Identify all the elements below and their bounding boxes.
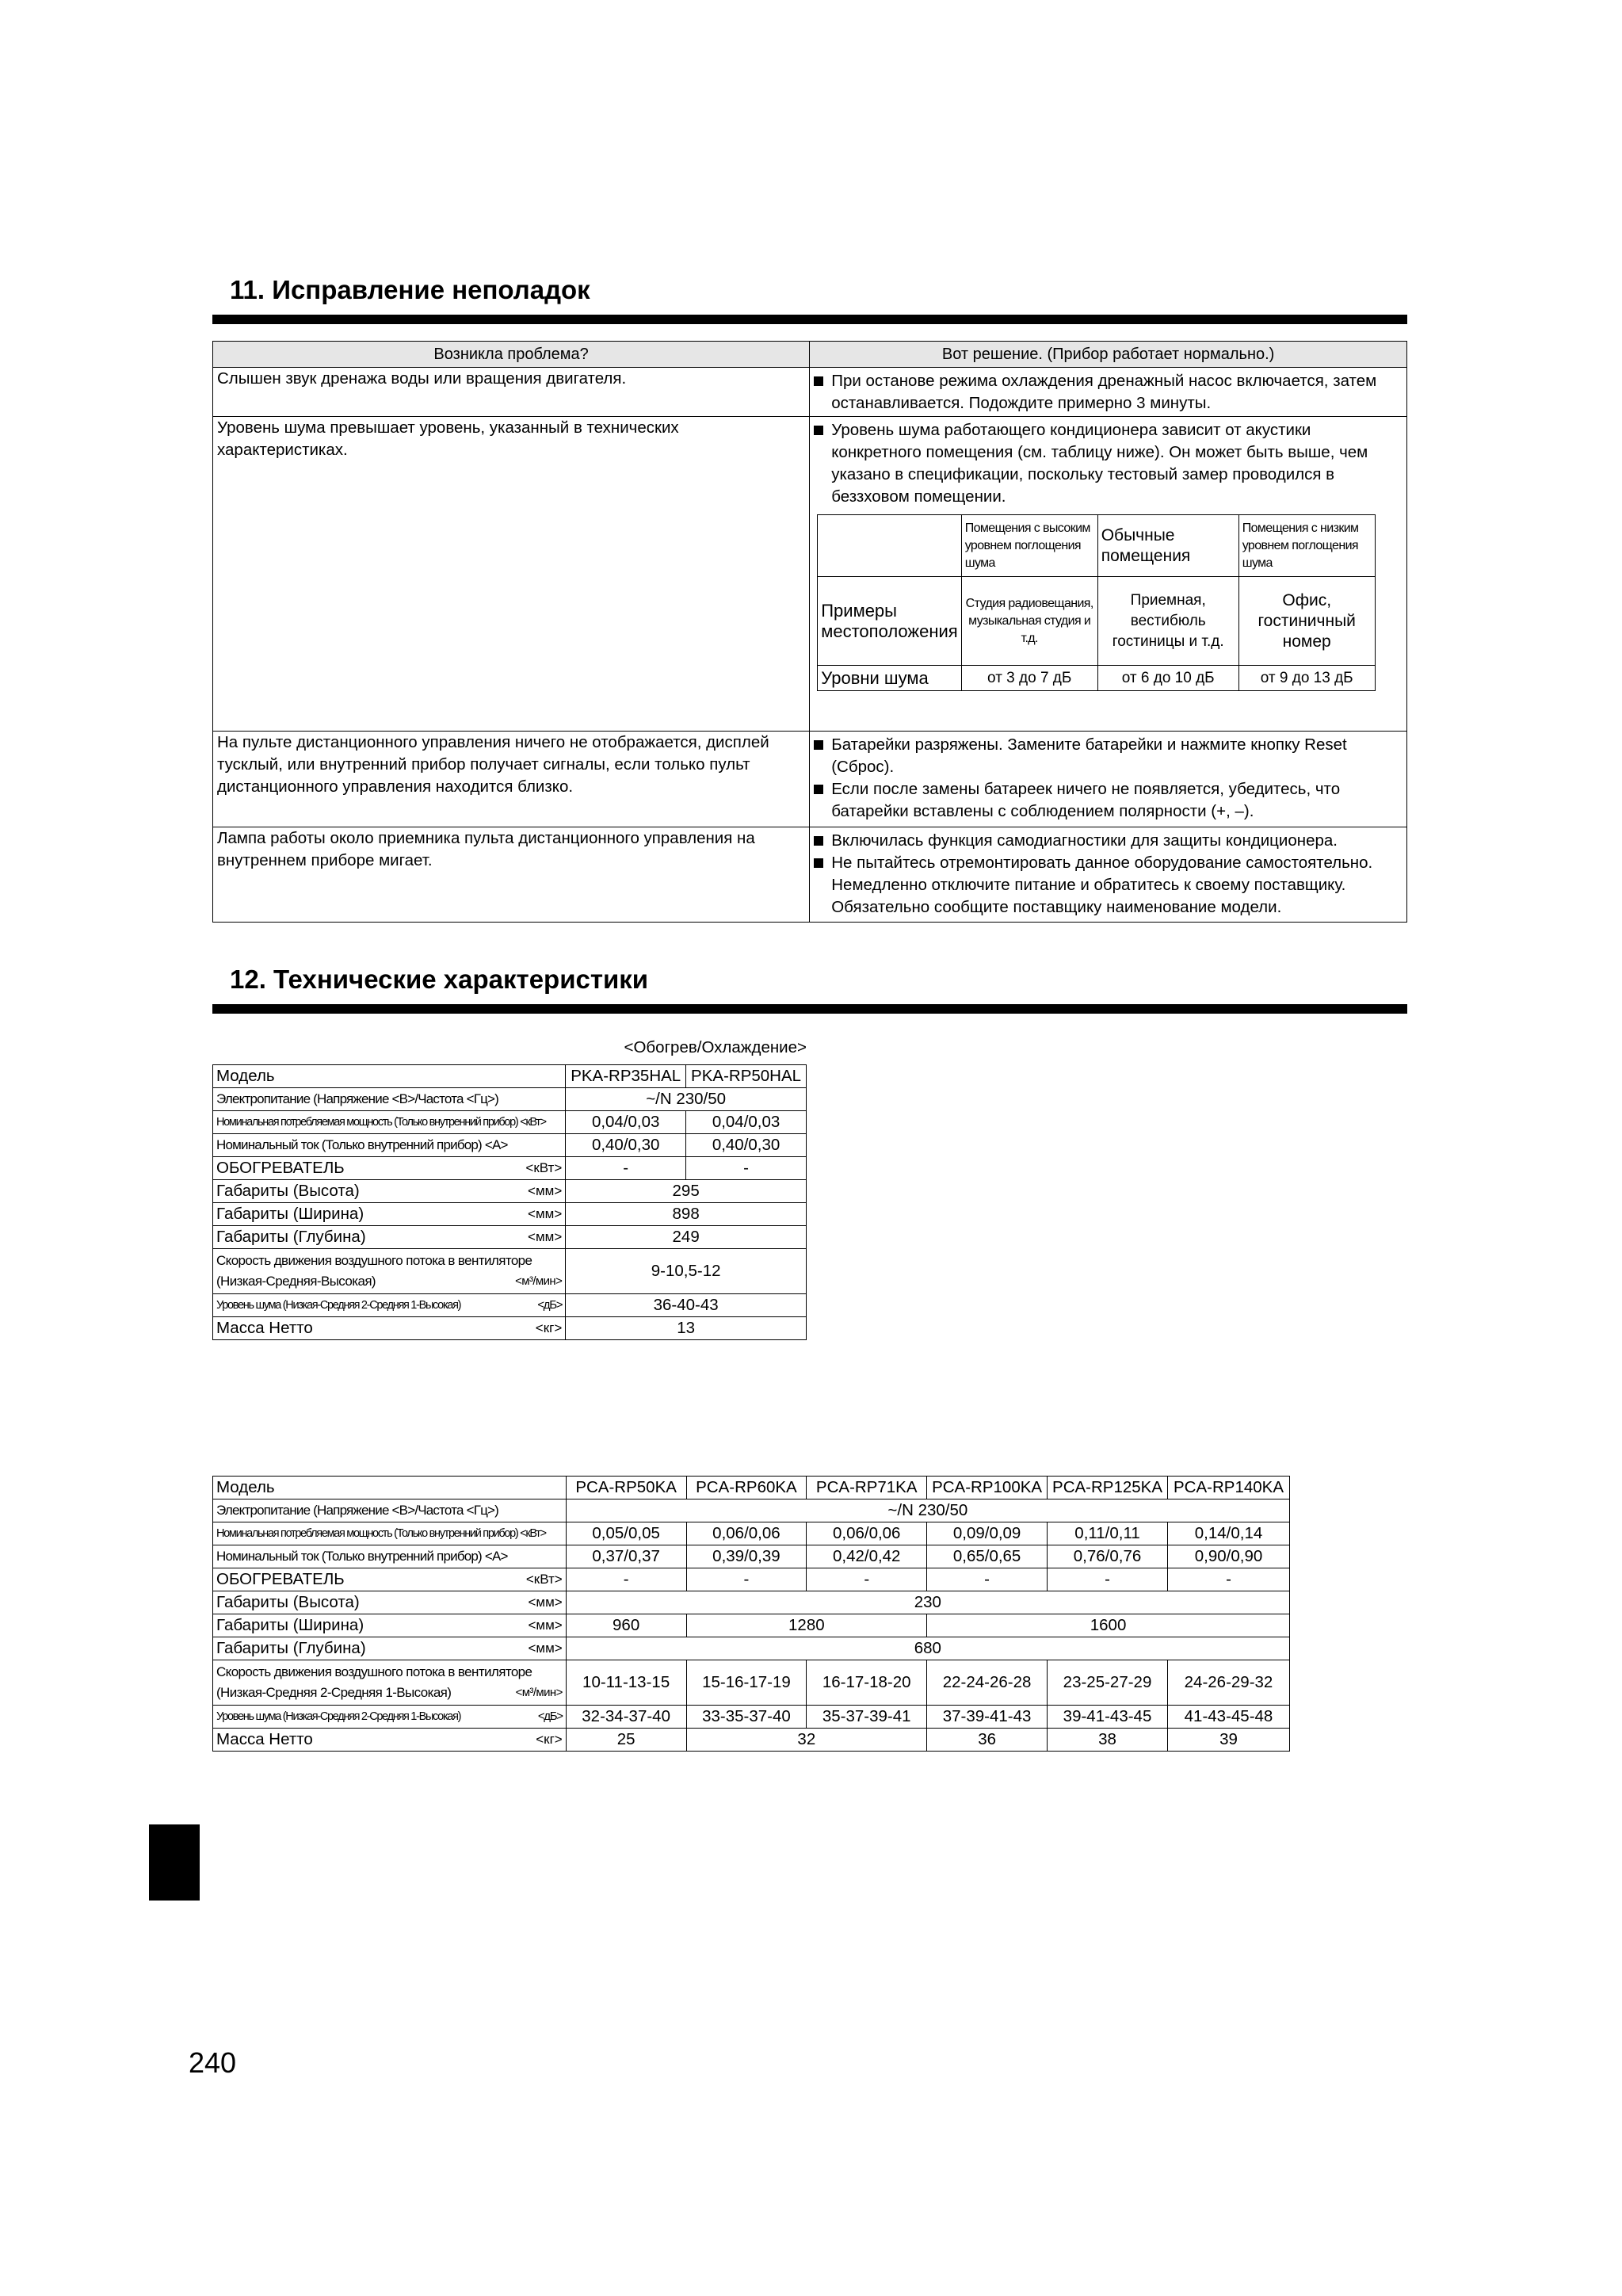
solution-cell: Включилась функция самодиагностики для защиты кондиционера. Не пытайтесь отремонтировать данное оборудование самостоятельно. Немедленно отключите питание и обратитесь к своему поставщику. Обязательно сообщите поставщику наименование модели. [810,827,1407,923]
model-name: PCA-RP50KA [566,1477,686,1499]
section-11-rule [212,315,1407,324]
level-normal: от 6 до 10 дБ [1097,666,1238,691]
table-row: Габариты (Высота) <мм> 295 [213,1180,807,1203]
noise-level-table [817,514,1375,691]
depth-label: Габариты (Глубина) <мм> [213,1637,567,1660]
mode-caption: <Обогрев/Охлаждение> [624,1038,807,1056]
table-row: Масса Нетто <кг> 13 [213,1317,807,1340]
height-label: Габариты (Высота) <мм> [213,1591,567,1614]
solution-cell: При останове режима охлаждения дренажный насос включается, затем останавливается. Подождите примерно 3 минуты. [810,368,1407,417]
table-row: Номинальная потребляемая мощность (Только внутренний прибор) <кВт> 0,05/0,05 0,06/0,06 0,06/0,06 0,09/0,09 0,11/0,11 0,14/0,14 [213,1522,1290,1545]
table-row [213,827,1407,923]
levels-label: Уровни шума [818,666,961,691]
bullet-icon [814,426,823,435]
heater-label: ОБОГРЕВАТЕЛЬ <кВт> [213,1568,567,1591]
troubleshooting-table [212,341,1407,923]
example-low: Офис, гостиничный номер [1238,577,1375,666]
section-tab-marker [149,1824,200,1901]
rated-input-label: Номинальная потребляемая мощность (Только внутренний прибор) <кВт> [213,1522,567,1545]
table-row [213,368,1407,417]
spec-table-pka [212,1064,807,1340]
model-name: PCA-RP71KA [807,1477,927,1499]
table-row [213,417,1407,732]
table-row: Скорость движения воздушного потока в вентиляторе (Низкая-Средняя 2-Средняя 1-Высокая) <м³/мин> 10-11-13-15 15-16-17-19 16-17-18-20 22-24-26-28 23-25-27-29 24-26-29-32 [213,1660,1290,1706]
power-supply-value: ~/N 230/50 [566,1088,807,1111]
spec-table-pca [212,1476,1290,1752]
table-row [213,1065,807,1088]
noise-label: Уровень шума (Низкая-Средняя 2-Средняя 1-Высокая) <дБ> [213,1706,567,1729]
table-row: Габариты (Ширина) <мм> 960 1280 1600 [213,1614,1290,1637]
col-low-absorption: Помещения с низким уровнем поглощения шума [1238,515,1375,577]
model-label: Модель [213,1065,566,1088]
level-low: от 9 до 13 дБ [1238,666,1375,691]
width-label: Габариты (Ширина) <мм> [213,1203,566,1226]
height-label: Габариты (Высота) <мм> [213,1180,566,1203]
model-name: PCA-RP140KA [1168,1477,1290,1499]
bullet-icon [814,785,823,794]
problem-cell: На пульте дистанционного управления ничего не отображается, дисплей тусклый, или внутренний прибор получает сигналы, если только пульт дистанционного управления находится близко. [213,732,810,827]
examples-label: Примеры местоположения [818,577,961,666]
rated-current-label: Номинальный ток (Только внутренний прибор) <A> [213,1545,567,1568]
col-high-absorption: Помещения с высоким уровнем поглощения шума [961,515,1097,577]
width-label: Габариты (Ширина) <мм> [213,1614,567,1637]
table-row: Уровень шума (Низкая-Средняя 2-Средняя 1-Высокая) <дБ> 32-34-37-40 33-35-37-40 35-37-39-41 37-39-41-43 39-41-43-45 41-43-45-48 [213,1706,1290,1729]
problem-cell: Лампа работы около приемника пульта дистанционного управления на внутреннем приборе мигает. [213,827,810,923]
table-row: Габариты (Ширина) <мм> 898 [213,1203,807,1226]
weight-label: Масса Нетто <кг> [213,1317,566,1340]
table-row: Номинальный ток (Только внутренний прибор) <A> 0,37/0,37 0,39/0,39 0,42/0,42 0,65/0,65 0,76/0,76 0,90/0,90 [213,1545,1290,1568]
example-normal: Приемная, вестибюль гостиницы и т.д. [1097,577,1238,666]
noise-label: Уровень шума (Низкая-Средняя 2-Средняя 1-Высокая) <дБ> [213,1294,566,1317]
rated-current-label: Номинальный ток (Только внутренний прибор) <A> [213,1134,566,1157]
model-name: PKA-RP35HAL [566,1065,686,1088]
solution-header: Вот решение. (Прибор работает нормально.) [810,342,1407,368]
rated-input-label: Номинальная потребляемая мощность (Только внутренний прибор) <кВт> [213,1111,566,1134]
model-name: PCA-RP60KA [686,1477,807,1499]
solution-cell: Уровень шума работающего кондиционера зависит от акустики конкретного помещения (см. таблицу ниже). Он может быть выше, чем указано в спецификации, поскольку тестовый замер проводился в беззховом помещении. Помещения с высоким уровнем поглощения шума Обычные помещения Помещения с низким уровнем поглощения шума Примеры местоположения Студия радиовещания, музыкальная студия и т.д. Приемная, вестибюль гостиницы и т.д. Офис, гостиничный номер Уровни шума от 3 до 7 дБ от 6 до 10 дБ от 9 до 13 дБ [810,417,1407,732]
model-name: PKA-RP50HAL [686,1065,807,1088]
table-row: Уровень шума (Низкая-Средняя 2-Средняя 1-Высокая) <дБ> 36-40-43 [213,1294,807,1317]
table-row: ОБОГРЕВАТЕЛЬ <кВт> - - - - - - [213,1568,1290,1591]
table-row: Габариты (Глубина) <мм> 680 [213,1637,1290,1660]
solution-cell: Батарейки разряжены. Замените батарейки и нажмите кнопку Reset (Сброс). Если после замены батареек ничего не появляется, убедитесь, что батарейки вставлены с соблюдением полярности (+, –). [810,732,1407,827]
airflow-label: Скорость движения воздушного потока в вентиляторе (Низкая-Средняя-Высокая) <м³/мин> [213,1249,566,1294]
table-row: Габариты (Глубина) <мм> 249 [213,1226,807,1249]
level-high: от 3 до 7 дБ [961,666,1097,691]
table-row: Номинальный ток (Только внутренний прибор) <A> 0,40/0,30 0,40/0,30 [213,1134,807,1157]
col-normal-rooms: Обычные помещения [1097,515,1238,577]
table-row: Номинальная потребляемая мощность (Только внутренний прибор) <кВт> 0,04/0,03 0,04/0,03 [213,1111,807,1134]
section-12-title: 12. Технические характеристики [230,965,649,994]
problem-cell: Слышен звук дренажа воды или вращения двигателя. [213,368,810,417]
weight-label: Масса Нетто <кг> [213,1729,567,1752]
heater-label: ОБОГРЕВАТЕЛЬ <кВт> [213,1157,566,1180]
table-row: ОБОГРЕВАТЕЛЬ <кВт> - - [213,1157,807,1180]
power-supply-label: Электропитание (Напряжение <В>/Частота <Гц>) [213,1499,567,1522]
depth-label: Габариты (Глубина) <мм> [213,1226,566,1249]
bullet-icon [814,740,823,750]
example-high: Студия радиовещания, музыкальная студия и т.д. [961,577,1097,666]
section-12-rule [212,1004,1407,1014]
table-row: Скорость движения воздушного потока в вентиляторе (Низкая-Средняя-Высокая) <м³/мин> 9-10,5-12 [213,1249,807,1294]
bullet-icon [814,858,823,868]
table-row: Электропитание (Напряжение <В>/Частота <Гц>) ~/N 230/50 [213,1499,1290,1522]
bullet-icon [814,836,823,846]
section-11-title: 11. Исправление неполадок [230,275,590,304]
model-label: Модель [213,1477,567,1499]
problem-header: Возникла проблема? [213,342,810,368]
table-row [213,1477,1290,1499]
page-number: 240 [189,2046,237,2079]
power-supply-label: Электропитание (Напряжение <В>/Частота <Гц>) [213,1088,566,1111]
model-name: PCA-RP125KA [1048,1477,1168,1499]
table-row: Габариты (Высота) <мм> 230 [213,1591,1290,1614]
model-name: PCA-RP100KA [927,1477,1048,1499]
airflow-label: Скорость движения воздушного потока в вентиляторе (Низкая-Средняя 2-Средняя 1-Высокая) <м³/мин> [213,1660,567,1706]
table-row [213,732,1407,827]
table-row: Масса Нетто <кг> 25 32 36 38 39 [213,1729,1290,1752]
bullet-icon [814,376,823,386]
problem-cell: Уровень шума превышает уровень, указанный в технических характеристиках. [213,417,810,732]
table-row [213,1088,807,1111]
